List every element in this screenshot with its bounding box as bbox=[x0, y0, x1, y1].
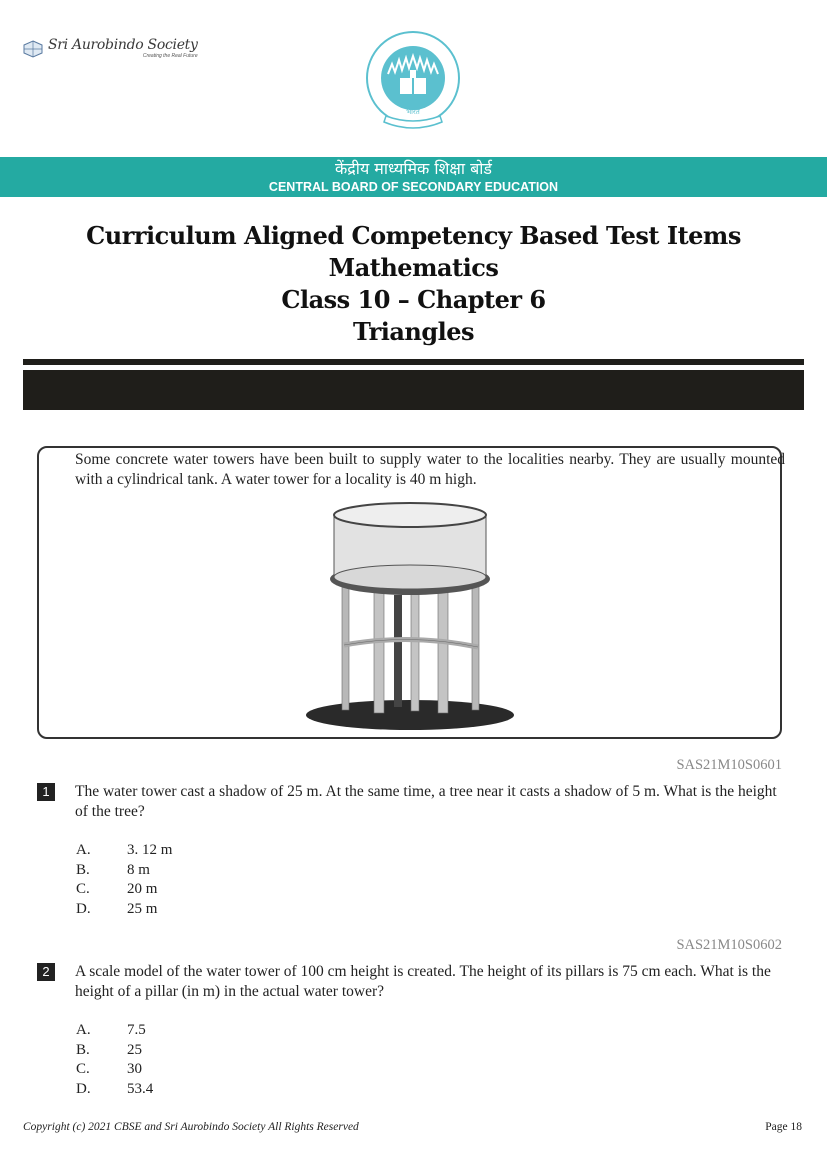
option-b[interactable]: B. 25 bbox=[76, 1041, 142, 1058]
chapter-name: Triangles bbox=[352, 317, 475, 346]
question-text: The water tower cast a shadow of 25 m. At the same time, a tree near it casts a shadow of 5 m. What is the height of the tree? bbox=[75, 783, 777, 820]
option-a[interactable]: A. 7.5 bbox=[76, 1022, 146, 1038]
question-code: SAS21M10S0602 bbox=[676, 937, 782, 953]
option-d[interactable]: D. 53.4 bbox=[76, 1080, 154, 1097]
class-chapter-title: Class 10 – Chapter 6 bbox=[281, 285, 546, 314]
cbse-seal-icon bbox=[364, 30, 462, 140]
publisher-tagline: Creating the Real Future bbox=[142, 53, 198, 59]
black-band bbox=[23, 370, 804, 410]
document-title-block bbox=[0, 220, 827, 348]
banner-english-title: CENTRAL BOARD OF SECONDARY EDUCATION bbox=[268, 180, 559, 194]
option-a[interactable]: A. 3. 12 m bbox=[76, 842, 173, 858]
cbse-banner bbox=[0, 157, 827, 197]
option-b[interactable]: B. 8 m bbox=[76, 861, 150, 878]
divider-rule bbox=[23, 359, 804, 365]
banner-hindi-title: केंद्रीय माध्यमिक शिक्षा बोर्ड bbox=[335, 159, 492, 178]
option-c[interactable]: C. 30 bbox=[76, 1061, 142, 1077]
passage-text: Some concrete water towers have been built to supply water to the localities nearby. They are usually mounted with a cylindrical tank. A water tower for a locality is 40 m high. bbox=[75, 451, 785, 488]
question-number-badge: 1 bbox=[37, 783, 55, 801]
answer-options bbox=[76, 1021, 153, 1099]
document-title: Curriculum Aligned Competency Based Test Items bbox=[86, 221, 741, 250]
option-d[interactable]: D. 25 m bbox=[76, 900, 158, 917]
question-number-badge: 2 bbox=[37, 963, 55, 981]
publisher-name: Sri Aurobindo Society bbox=[48, 37, 198, 53]
svg-text:भारत: भारत bbox=[406, 108, 420, 116]
sri-aurobindo-society-logo bbox=[22, 38, 198, 59]
answer-options bbox=[76, 841, 172, 919]
copyright-notice: Copyright (c) 2021 CBSE and Sri Aurobindo Society All Rights Reserved bbox=[23, 1121, 359, 1133]
page-number: Page 18 bbox=[765, 1121, 802, 1133]
water-tower-illustration bbox=[298, 495, 523, 735]
question-code: SAS21M10S0601 bbox=[676, 757, 782, 773]
question-text: A scale model of the water tower of 100 cm height is created. The height of its pillars is 75 cm each. What is the height of a pillar (in m) in the actual water tower? bbox=[75, 963, 771, 1000]
option-c[interactable]: C. 20 m bbox=[76, 881, 158, 897]
society-emblem-icon bbox=[22, 40, 44, 58]
subject-title: Mathematics bbox=[328, 253, 499, 282]
